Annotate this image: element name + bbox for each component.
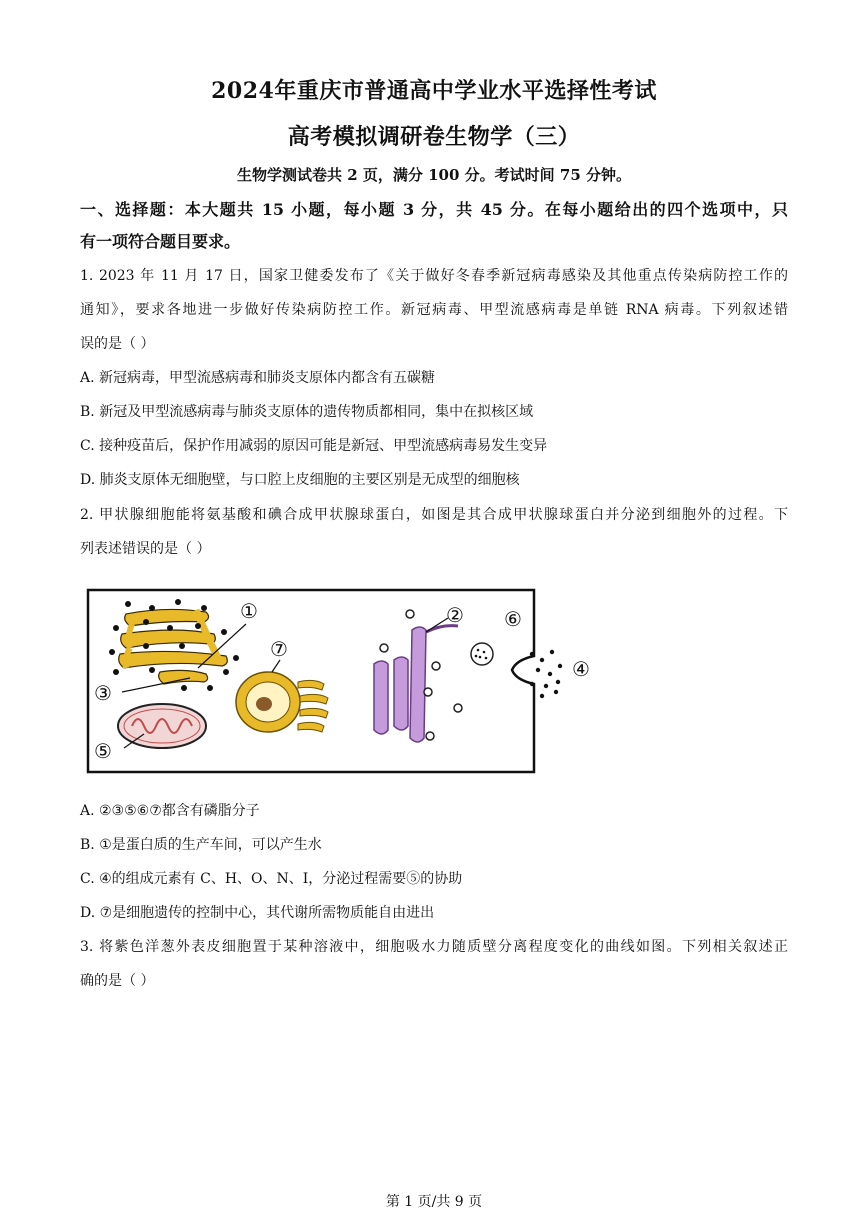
golgi-apparatus-organelle [374, 626, 458, 742]
q1-option-b: B. 新冠及甲型流感病毒与肺炎支原体的遗传物质都相同，集中在拟核区域 [80, 404, 534, 420]
label-3: ③ [94, 681, 112, 705]
label-4: ④ [572, 657, 590, 681]
section-heading-line1: 一、选择题：本大题共 15 小题，每小题 3 分，共 45 分。在每小题给出的四个选项中，只 [80, 200, 788, 219]
q3-stem-line1: 3. 将紫色洋葱外表皮细胞置于某种溶液中，细胞吸水力随质壁分离程度变化的曲线如图。下列相关叙述正 [80, 939, 788, 955]
q1-option-d: D. 肺炎支原体无细胞壁，与口腔上皮细胞的主要区别是无成型的细胞核 [80, 472, 520, 488]
label-2: ② [446, 603, 464, 627]
q2-option-d: D. ⑦是细胞遗传的控制中心，其代谢所需物质能自由进出 [80, 905, 435, 921]
exam-title-line1: 2024年重庆市普通高中学业水平选择性考试 [211, 78, 657, 104]
secretory-vesicle [471, 643, 493, 665]
label-1: ① [240, 599, 258, 623]
q3-stem-line2: 确的是（ ） [80, 973, 155, 989]
q2-stem-line2: 列表述错误的是（ ） [80, 541, 211, 557]
q1-option-c: C. 接种疫苗后，保护作用减弱的原因可能是新冠、甲型流感病毒易发生变异 [80, 438, 548, 454]
cell-secretion-diagram [86, 588, 606, 778]
q2-stem-line1: 2. 甲状腺细胞能将氨基酸和碘合成甲状腺球蛋白，如图是其合成甲状腺球蛋白并分泌到细胞外的过程。下 [80, 507, 788, 523]
label-7: ⑦ [270, 637, 288, 661]
section-heading-line2: 有一项符合题目要求。 [80, 232, 241, 251]
label-6: ⑥ [504, 607, 522, 631]
nucleus-organelle [236, 672, 300, 732]
golgi-stack-right [298, 680, 328, 732]
q1-stem-line1: 1. 2023 年 11 月 17 日，国家卫健委发布了《关于做好冬春季新冠病毒感染及其他重点传染病防控工作的 [80, 268, 788, 284]
exam-info: 生物学测试卷共 2 页，满分 100 分。考试时间 75 分钟。 [237, 166, 631, 184]
exam-title-line2: 高考模拟调研卷生物学（三） [287, 124, 581, 150]
q1-option-a: A. 新冠病毒，甲型流感病毒和肺炎支原体内都含有五碳糖 [80, 370, 436, 386]
q2-option-a: A. ②③⑤⑥⑦都含有磷脂分子 [80, 803, 260, 819]
label-5: ⑤ [94, 739, 112, 763]
q2-option-b: B. ①是蛋白质的生产车间，可以产生水 [80, 837, 322, 853]
q2-option-c: C. ④的组成元素有 C、H、O、N、I，分泌过程需要⑤的协助 [80, 871, 463, 887]
rough-er-organelle [109, 599, 239, 691]
q1-stem-line2: 通知》，要求各地进一步做好传染病防控工作。新冠病毒、甲型流感病毒是单链 RNA 病毒。下列叙述错 [80, 302, 788, 318]
q1-stem-line3: 误的是（ ） [80, 336, 155, 352]
page-footer: 第 1 页/共 9 页 [385, 1194, 483, 1210]
mitochondrion-organelle [118, 704, 206, 748]
